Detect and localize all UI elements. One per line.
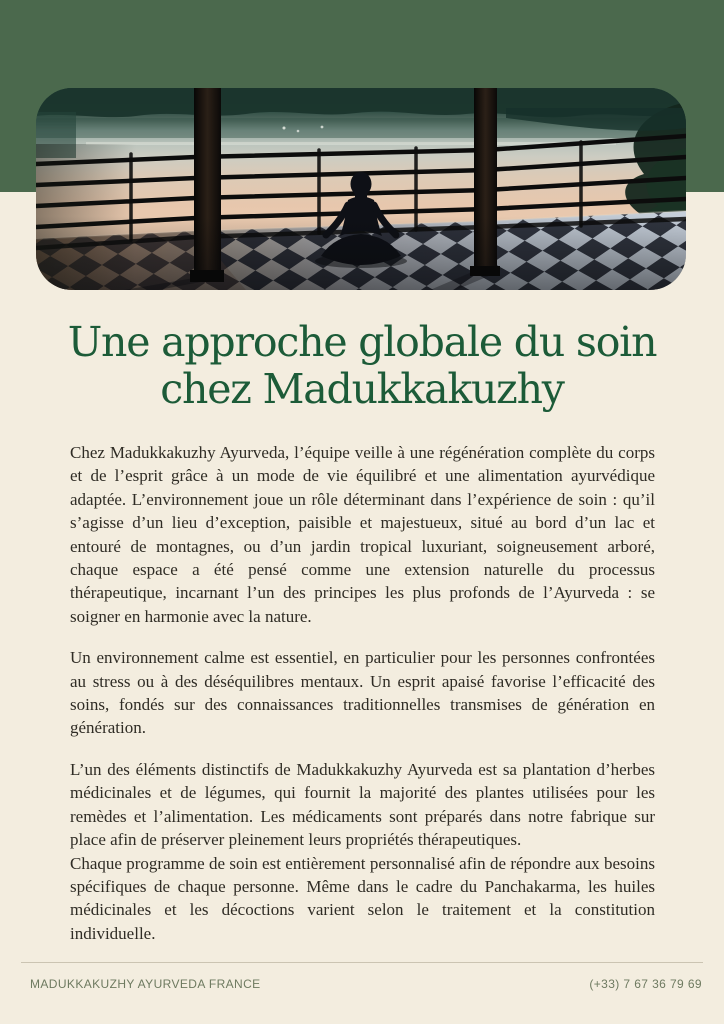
page-title [0, 319, 724, 413]
hero-photo [36, 88, 686, 290]
title-line-1: Une approche globale du soin [67, 318, 657, 366]
paragraph-4: Chaque programme de soin est entièrement personnalisé afin de répondre aux besoins spécifiques de chaque personne. Même dans le cadre du Panchakarma, les huiles médicinales et les décoctions varient selon le traitement et la constitution individuelle. [70, 853, 655, 943]
title-line-2: chez Madukkakuzhy [160, 365, 564, 413]
footer-company: MADUKKAKUZHY AYURVEDA FRANCE [30, 977, 261, 991]
footer-phone: (+33) 7 67 36 79 69 [589, 977, 702, 991]
paragraph-2: Un environnement calme est essentiel, en particulier pour les personnes confrontées au stress ou à des déséquilibres mentaux. Un esprit apaisé favorise l’efficacité des soins, fondés sur des connaissances traditionnelles transmises de génération en génération. [70, 648, 655, 738]
footer-divider [21, 962, 703, 963]
body-copy [70, 441, 655, 945]
paragraph-1: Chez Madukkakuzhy Ayurveda, l’équipe veille à une régénération complète du corps et de l’esprit grâce à un mode de vie équilibré et une alimentation ayurvédique adaptée. L’environnement joue un rôle déterminant dans l’expérience de soin : qu’il s’agisse d’un lieu d’exception, paisible et majestueux, situé au bord d’un lac et entouré de montagnes, ou d’un jardin tropical luxuriant, soigneusement arboré, chaque espace a été pensé comme une extension naturelle du processus thérapeutique, incarnant l’un des principes les plus profonds de l’Ayurveda : se soigner en harmonie avec la nature. [70, 443, 655, 626]
paragraph-3: L’un des éléments distinctifs de Madukkakuzhy Ayurveda est sa plantation d’herbes médicinales et de légumes, qui fournit la majorité des plantes utilisées pour les remèdes et l’alimentation. Les médicaments sont préparés dans notre fabrique sur place afin de préserver pleinement leurs propriétés thérapeutiques. [70, 759, 655, 850]
hero-photo-illustration [36, 88, 686, 290]
footer [30, 977, 702, 991]
